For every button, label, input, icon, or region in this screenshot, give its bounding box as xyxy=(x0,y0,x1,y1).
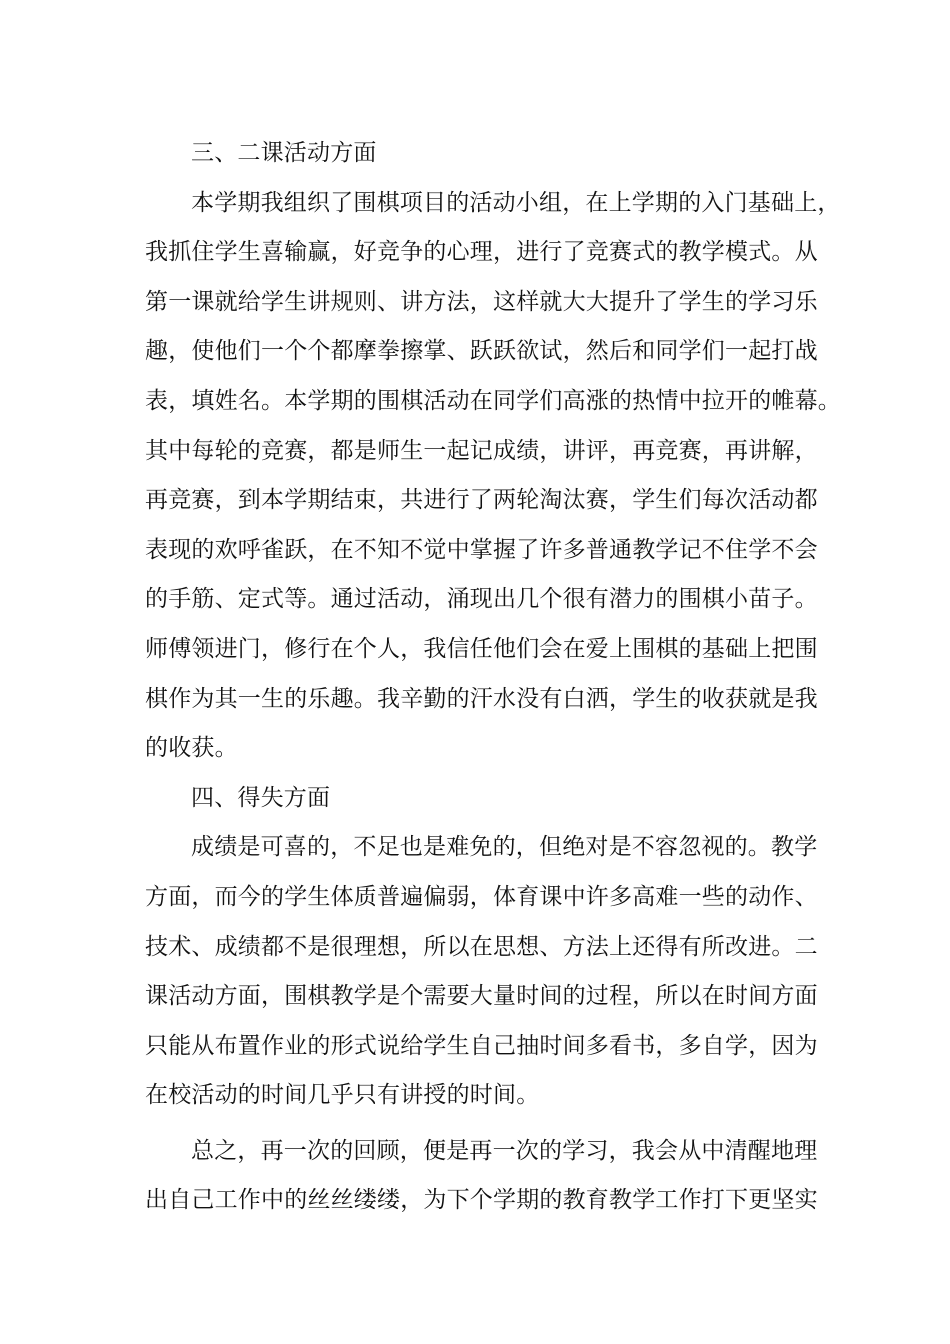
text-line: 表现的欢呼雀跃，在不知不觉中掌握了许多普通教学记不住学不会 xyxy=(145,536,818,563)
text-line: 表，填姓名。本学期的围棋活动在同学们高涨的热情中拉开的帷幕。 xyxy=(145,387,841,414)
document-body xyxy=(145,129,841,1226)
paragraph-go-club xyxy=(145,179,841,774)
section-heading-activities: 三、二课活动方面 xyxy=(191,140,377,166)
text-line: 技术、成绩都不是很理想，所以在思想、方法上还得有所改进。二 xyxy=(145,933,818,960)
section-heading-gains-losses: 四、得失方面 xyxy=(191,784,331,811)
text-line: 第一课就给学生讲规则、讲方法，这样就大大提升了学生的学习乐 xyxy=(145,288,818,315)
text-line: 的收获。 xyxy=(145,735,238,762)
text-line: 的手筋、定式等。通过活动，涌现出几个很有潜力的围棋小苗子。 xyxy=(145,586,818,613)
text-line: 成绩是可喜的，不足也是难免的，但绝对是不容忽视的。教学 xyxy=(191,834,818,861)
text-line: 本学期我组织了围棋项目的活动小组，在上学期的入门基础上， xyxy=(191,189,841,216)
text-line: 师傅领进门，修行在个人，我信任他们会在爱上围棋的基础上把围 xyxy=(145,635,818,662)
text-line: 在校活动的时间几乎只有讲授的时间。 xyxy=(145,1082,540,1109)
text-line: 趣，使他们一个个都摩拳擦掌、跃跃欲试，然后和同学们一起打战 xyxy=(145,338,818,365)
text-line: 出自己工作中的丝丝缕缕，为下个学期的教育教学工作打下更坚实 xyxy=(145,1187,818,1214)
paragraph-conclusion xyxy=(145,1127,818,1226)
text-line: 总之，再一次的回顾，便是再一次的学习，我会从中清醒地理 xyxy=(191,1137,818,1164)
text-line: 其中每轮的竞赛，都是师生一起记成绩，讲评，再竞赛，再讲解， xyxy=(145,437,818,464)
paragraph-shortcomings xyxy=(145,823,818,1121)
text-line: 我抓住学生喜输赢，好竞争的心理，进行了竞赛式的教学模式。从 xyxy=(145,239,818,266)
text-line: 再竞赛，到本学期结束，共进行了两轮淘汰赛，学生们每次活动都 xyxy=(145,487,818,514)
text-line: 课活动方面，围棋教学是个需要大量时间的过程，所以在时间方面 xyxy=(145,983,818,1010)
text-line: 只能从布置作业的形式说给学生自己抽时间多看书，多自学，因为 xyxy=(145,1032,818,1059)
text-line: 方面，而今的学生体质普遍偏弱，体育课中许多高难一些的动作、 xyxy=(145,883,818,910)
text-line: 棋作为其一生的乐趣。我辛勤的汗水没有白洒，学生的收获就是我 xyxy=(145,685,818,712)
